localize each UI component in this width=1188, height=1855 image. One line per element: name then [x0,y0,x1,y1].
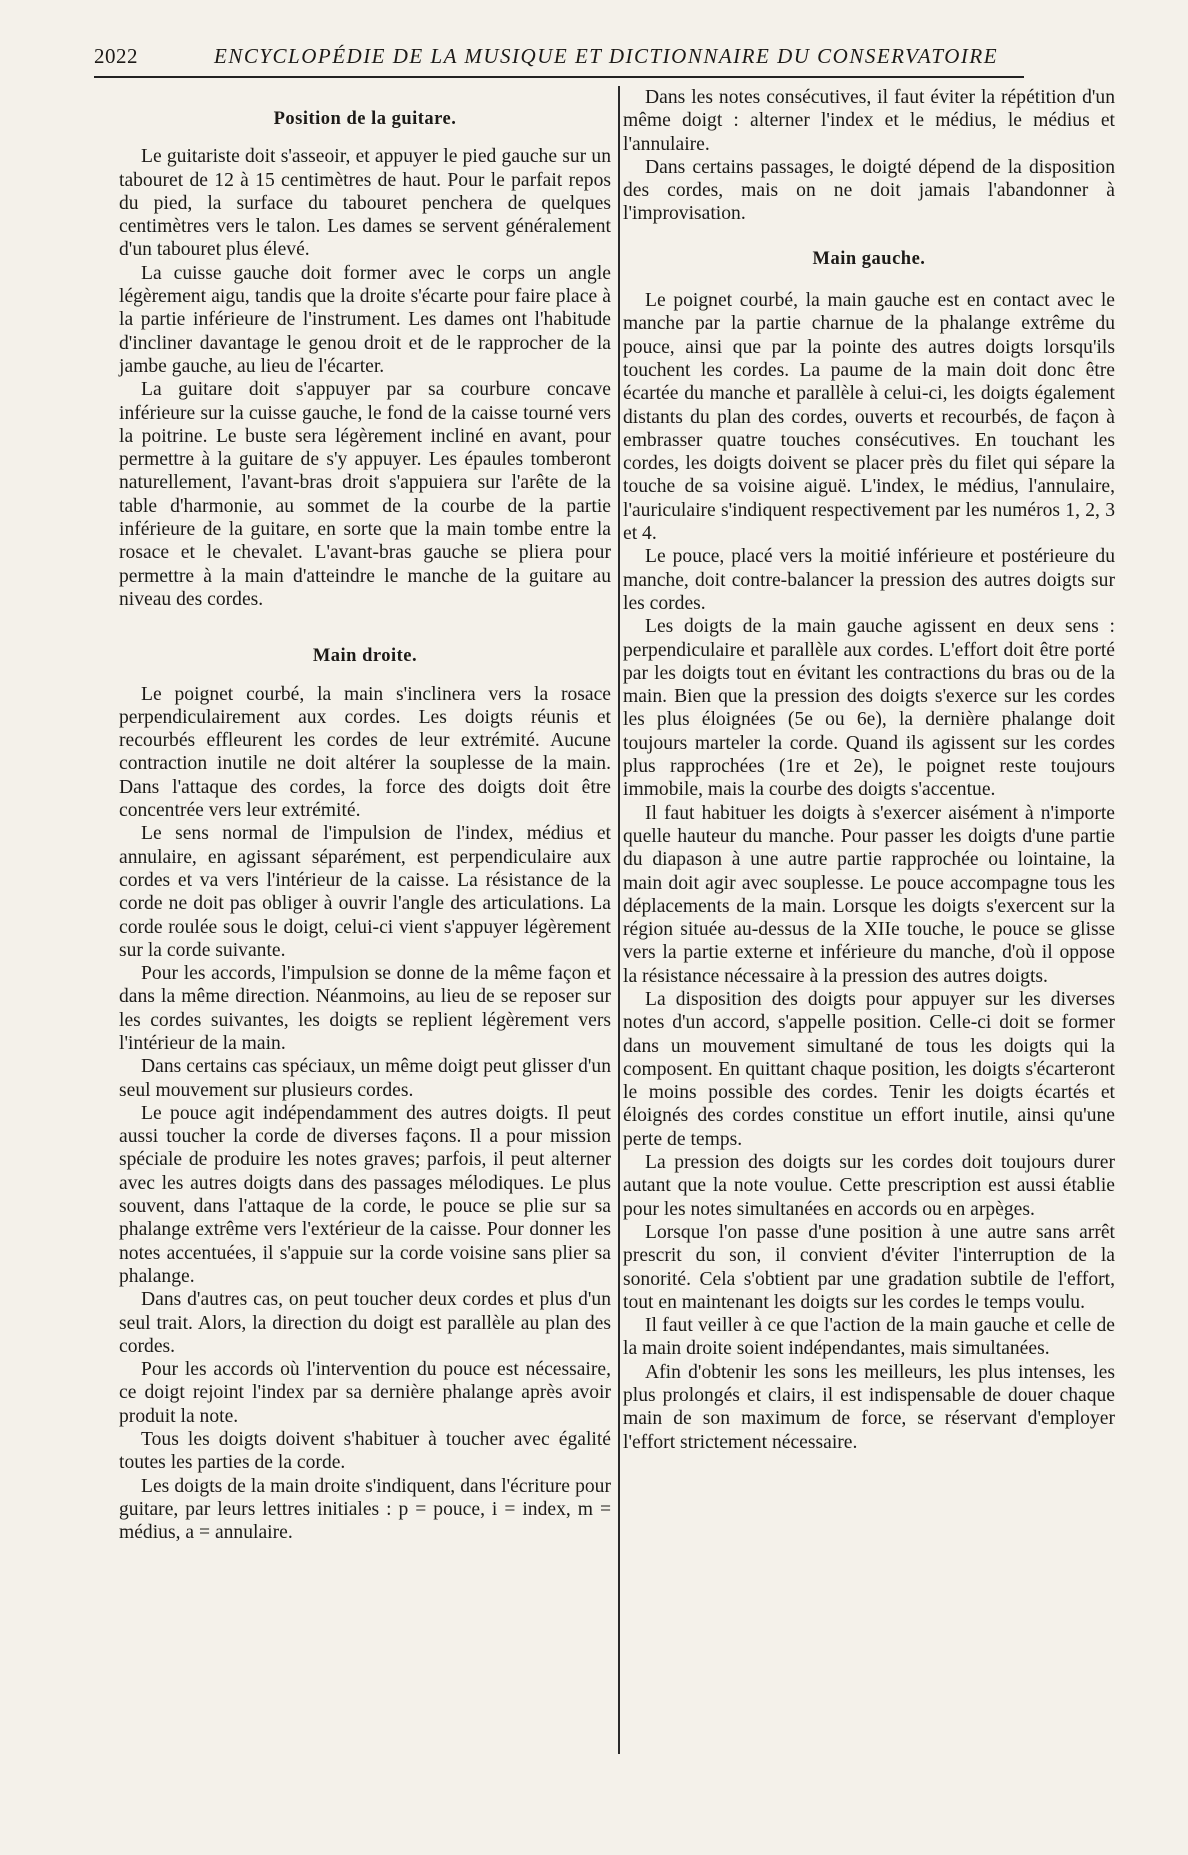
paragraph: Dans certains cas spéciaux, un même doigt peut glisser d'un seul mouvement sur plusieurs cordes. [119,1056,611,1101]
paragraph: Il faut habituer les doigts à s'exercer aisément à n'importe quelle hauteur du manche. Pour passer les doigts d'une partie du diapason à une autre partie rapprochée ou lointaine, la main doit agir avec souplesse. Le pouce accompagne tous les déplacements de la main. Lorsque les doigts s'exercent sur la région située au-dessus de la XIIe touche, le pouce se glisse vers la partie externe et inférieure du manche, d'où il oppose la résistance nécessaire à la pression des autres doigts. [623,802,1115,987]
paragraph: Pour les accords où l'intervention du pouce est nécessaire, ce doigt rejoint l'index par sa dernière phalange après avoir produit la note. [119,1359,611,1427]
paragraph: Les doigts de la main gauche agissent en deux sens : perpendiculaire et parallèle aux cordes. L'effort doit être porté par les doigts tout en évitant les contractions du bras ou de la main. Bien que la pression des doigts s'exerce sur les cordes les plus éloignées (5e ou 6e), la dernière phalange doit toujours marteler la corde. Quand ils agissent sur les cordes plus rapprochées (1re et 2e), le poignet reste toujours immobile, mais la courbe des doigts s'accentue. [623,616,1115,801]
heading-left-hand: Main gauche. [812,248,926,269]
paragraph: Tous les doigts doivent s'habituer à toucher avec égalité toutes les parties de la corde. [119,1429,611,1474]
paragraph: La cuisse gauche doit former avec le corps un angle légèrement aigu, tandis que la droite s'écarte pour faire place à la partie inférieure de l'instrument. Les dames ont l'habitude d'incliner davantage le genou droit et de le rapprocher de la jambe gauche, au lieu de l'écarter. [119,262,611,377]
paragraph: La disposition des doigts pour appuyer sur les diverses notes d'un accord, s'appelle position. Celle-ci doit se former dans un mouvement simultané de tous les doigts qui la composent. En quittant chaque position, les doigts s'écarteront le moins possible des cordes. Tenir les doigts écartés et éloignés des cordes constitue un effort inutile, ainsi qu'une perte de temps. [623,988,1115,1150]
paragraph: Les doigts de la main droite s'indiquent, dans l'écriture pour guitare, par leurs lettres initiales : p = pouce, i = index, m = médius, a = annulaire. [119,1475,611,1544]
paragraph: Le poignet courbé, la main gauche est en contact avec le manche par la partie charnue de la phalange extrême du pouce, ainsi que par la pointe des autres doigts lorsqu'ils touchent les cordes. La paume de la main doit donc être écartée du manche et parallèle à celui-ci, les doigts également distants du plan des cordes, ouverts et recourbés, de façon à embrasser quatre touches consécutives. En touchant les cordes, les doigts doivent se placer près du filet qui sépare la touche de sa voisine aiguë. L'index, le médius, l'annulaire, l'auriculaire s'indiquent respectivement par les numéros 1, 2, 3 et 4. [623,290,1115,545]
paragraph: Dans d'autres cas, on peut toucher deux cordes et plus d'un seul trait. Alors, la direction du doigt est parallèle au plan des cordes. [119,1289,611,1357]
paragraph: Le poignet courbé, la main s'inclinera vers la rosace perpendiculairement aux cordes. Les doigts réunis et recourbés effleurent les cordes de leur extrémité. Aucune contraction inutile ne doit altérer la souplesse de la main. Dans l'attaque des cordes, la force des doigts doit être concentrée vers leur extrémité. [119,683,611,822]
paragraph: La pression des doigts sur les cordes doit toujours durer autant que la note voulue. Cette prescription est aussi établie pour les notes simultanées en accords ou en arpèges. [623,1152,1115,1220]
paragraph: Le pouce, placé vers la moitié inférieure et postérieure du manche, doit contre-balancer la pression des autres doigts sur les cordes. [623,546,1115,614]
page-number: 2022 [94,44,138,68]
paragraph: Pour les accords, l'impulsion se donne de la même façon et dans la même direction. Néanmoins, au lieu de se reposer sur les cordes suivantes, les doigts se replient légèrement vers l'intérieur de la main. [119,963,611,1054]
column-divider [618,86,620,1754]
heading-guitar-position: Position de la guitare. [273,109,457,129]
paragraph: Afin d'obtenir les sons les meilleurs, les plus intenses, les plus prolongés et clairs, il est indispensable de douer chaque main de son maximum de force, se réservant d'employer l'effort strictement nécessaire. [623,1361,1115,1453]
paragraph: Dans les notes consécutives, il faut éviter la répétition d'un même doigt : alterner l'index et le médius, le médius et l'annulaire. [623,87,1115,155]
paragraph: Le pouce agit indépendamment des autres doigts. Il peut aussi toucher la corde de diverses façons. Il a pour mission spéciale de produire les notes graves; parfois, il peut alterner avec les autres doigts dans des passages mélodiques. Le plus souvent, dans l'attaque de la corde, le pouce se plie sur sa phalange extrême vers l'extérieur de la caisse. Pour donner les notes accentuées, il s'appuie sur la corde voisine sans plier sa phalange. [119,1102,611,1287]
page-header [94,42,1024,78]
paragraph: Le guitariste doit s'asseoir, et appuyer le pied gauche sur un tabouret de 12 à 15 centimètres de haut. Pour le parfait repos du pied, la surface du tabouret penchera de quelques centimètres vers le talon. Les dames se servent généralement d'un tabouret plus élevé. [119,146,611,261]
right-column [623,86,1115,1454]
left-column [119,108,611,1545]
paragraph: Il faut veiller à ce que l'action de la main gauche et celle de la main droite soient indépendantes, mais simultanées. [623,1315,1115,1360]
paragraph: Dans certains passages, le doigté dépend de la disposition des cordes, mais on ne doit jamais l'abandonner à l'improvisation. [623,156,1115,225]
running-title: ENCYCLOPÉDIE DE LA MUSIQUE ET DICTIONNAIRE DU CONSERVATOIRE [214,44,999,68]
paragraph: La guitare doit s'appuyer par sa courbure concave inférieure sur la cuisse gauche, le fond de la caisse tourné vers la poitrine. Le buste sera légèrement incliné en avant, pour permettre à la guitare de s'y appuyer. Les épaules tomberont naturellement, l'avant-bras droit s'appuiera sur l'arête de la table d'harmonie, au sommet de la courbe de la partie inférieure de la guitare, en sorte que la main tombe entre la rosace et le chevalet. L'avant-bras gauche se pliera pour permettre à la main d'atteindre le manche de la guitare au niveau des cordes. [119,379,611,610]
paragraph: Le sens normal de l'impulsion de l'index, médius et annulaire, en agissant séparément, est perpendiculaire aux cordes et va vers l'intérieur de la caisse. La résistance de la corde ne doit pas obliger à ouvrir l'angle des articulations. La corde roulée sous le doigt, celui-ci vient s'appuyer légèrement sur la corde suivante. [119,823,611,961]
heading-right-hand: Main droite. [312,646,418,667]
paragraph: Lorsque l'on passe d'une position à une autre sans arrêt prescrit du son, il convient d'éviter l'interruption de la sonorité. Cela s'obtient par une gradation subtile de l'effort, tout en maintenant les doigts sur les cordes le temps voulu. [623,1221,1115,1313]
